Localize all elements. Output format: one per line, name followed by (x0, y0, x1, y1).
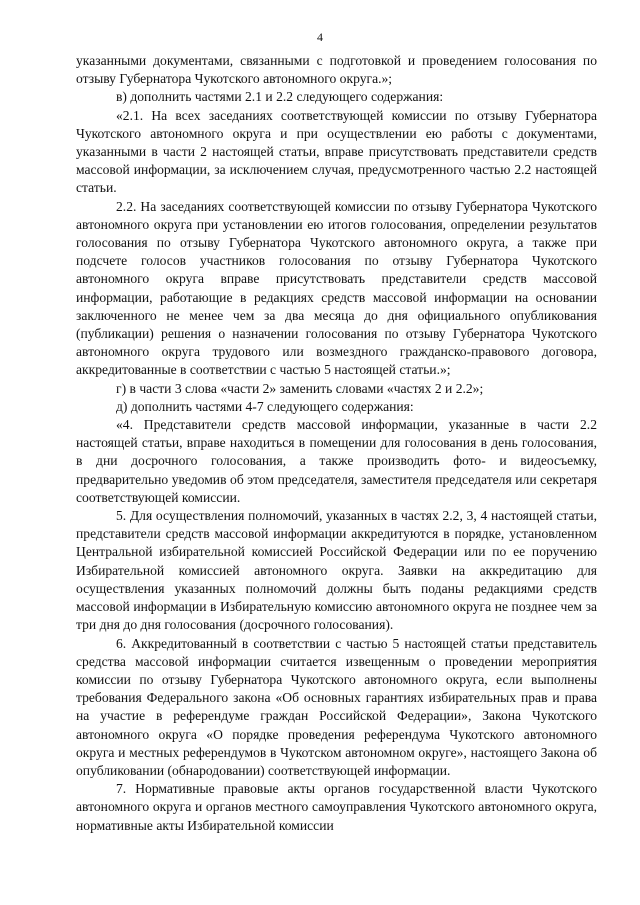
paragraph: 2.2. На заседаниях соответствующей комиссии по отзыву Губернатора Чукотского автономного округа при установлении ею итогов голосования, определении результатов голосования по отзыву Губернатора Чукотского автономного округа, а также при подсчете голосов участников голосования по отзыву Губернатора Чукотского автономного округа вправе присутствовать представители средств массовой информации, работающие в редакциях средств массовой информации на основании заключенного не менее чем за два месяца до дня официального опубликования (публикации) решения о назначении голосования по отзыву Губернатора Чукотского автономного округа трудового или возмездного гражданско-правового договора, аккредитованные в соответствии с частью 5 настоящей статьи.»; (76, 198, 597, 378)
paragraph: д) дополнить частями 4-7 следующего содержания: (116, 398, 414, 414)
paragraph: 6. Аккредитованный в соответствии с частью 5 настоящей статьи представитель средства массовой информации считается извещенным о проведении мероприятия комиссии по отзыву Губернатора Чукотского автономного округа, если выполнены требования Федерального закона «Об основных гарантиях избирательных прав и права на участие в референдуме граждан Российской Федерации», Закона Чукотского автономного округа «О порядке проведения референдума Чукотского автономного округа и местных референдумов в Чукотском автономном округе», настоящего Закона об опубликовании (обнародовании) соответствующей информации. (76, 635, 597, 778)
paragraph: «2.1. На всех заседаниях соответствующей комиссии по отзыву Губернатора Чукотского автономного округа и при осуществлении ею работы с документами, указанными в части 2 настоящей статьи, вправе присутствовать представители средств массовой информации, за исключением случая, предусмотренного частью 2.2 настоящей статьи. (76, 107, 597, 196)
paragraph: «4. Представители средств массовой информации, указанные в части 2.2 настоящей статьи, вправе находиться в помещении для голосования в день голосования, в дни досрочного голосования, а также производить фото- и видеосъемку, предварительно уведомив об этом председателя, заместителя председателя или секретаря соответствующей комиссии. (76, 417, 597, 505)
paragraph: г) в части 3 слова «части 2» заменить словами «частях 2 и 2.2»; (116, 380, 484, 396)
page-number: 4 (317, 30, 323, 44)
paragraph: в) дополнить частями 2.1 и 2.2 следующего содержания: (116, 89, 444, 105)
paragraph: 5. Для осуществления полномочий, указанных в частях 2.2, 3, 4 настоящей статьи, представители средств массовой информации аккредитуются в порядке, установленном Центральной избирательной комиссией Российской Федерации или по ее поручению Избирательной комиссией автономного округа. Заявки на аккредитацию для осуществления указанных полномочий должны быть поданы редакциями средств массовой информации в Избирательную комиссию автономного округа не позднее чем за три дня до дня голосования (досрочного голосования). (76, 508, 597, 633)
paragraph: указанными документами, связанными с подготовкой и проведением голосования по отзыву Губернатора Чукотского автономного округа.»; (76, 53, 597, 87)
paragraph: 7. Нормативные правовые акты органов государственной власти Чукотского автономного округа и органов местного самоуправления Чукотского автономного округа, нормативные акты Избирательной комиссии (76, 781, 597, 833)
document-body (76, 52, 597, 835)
